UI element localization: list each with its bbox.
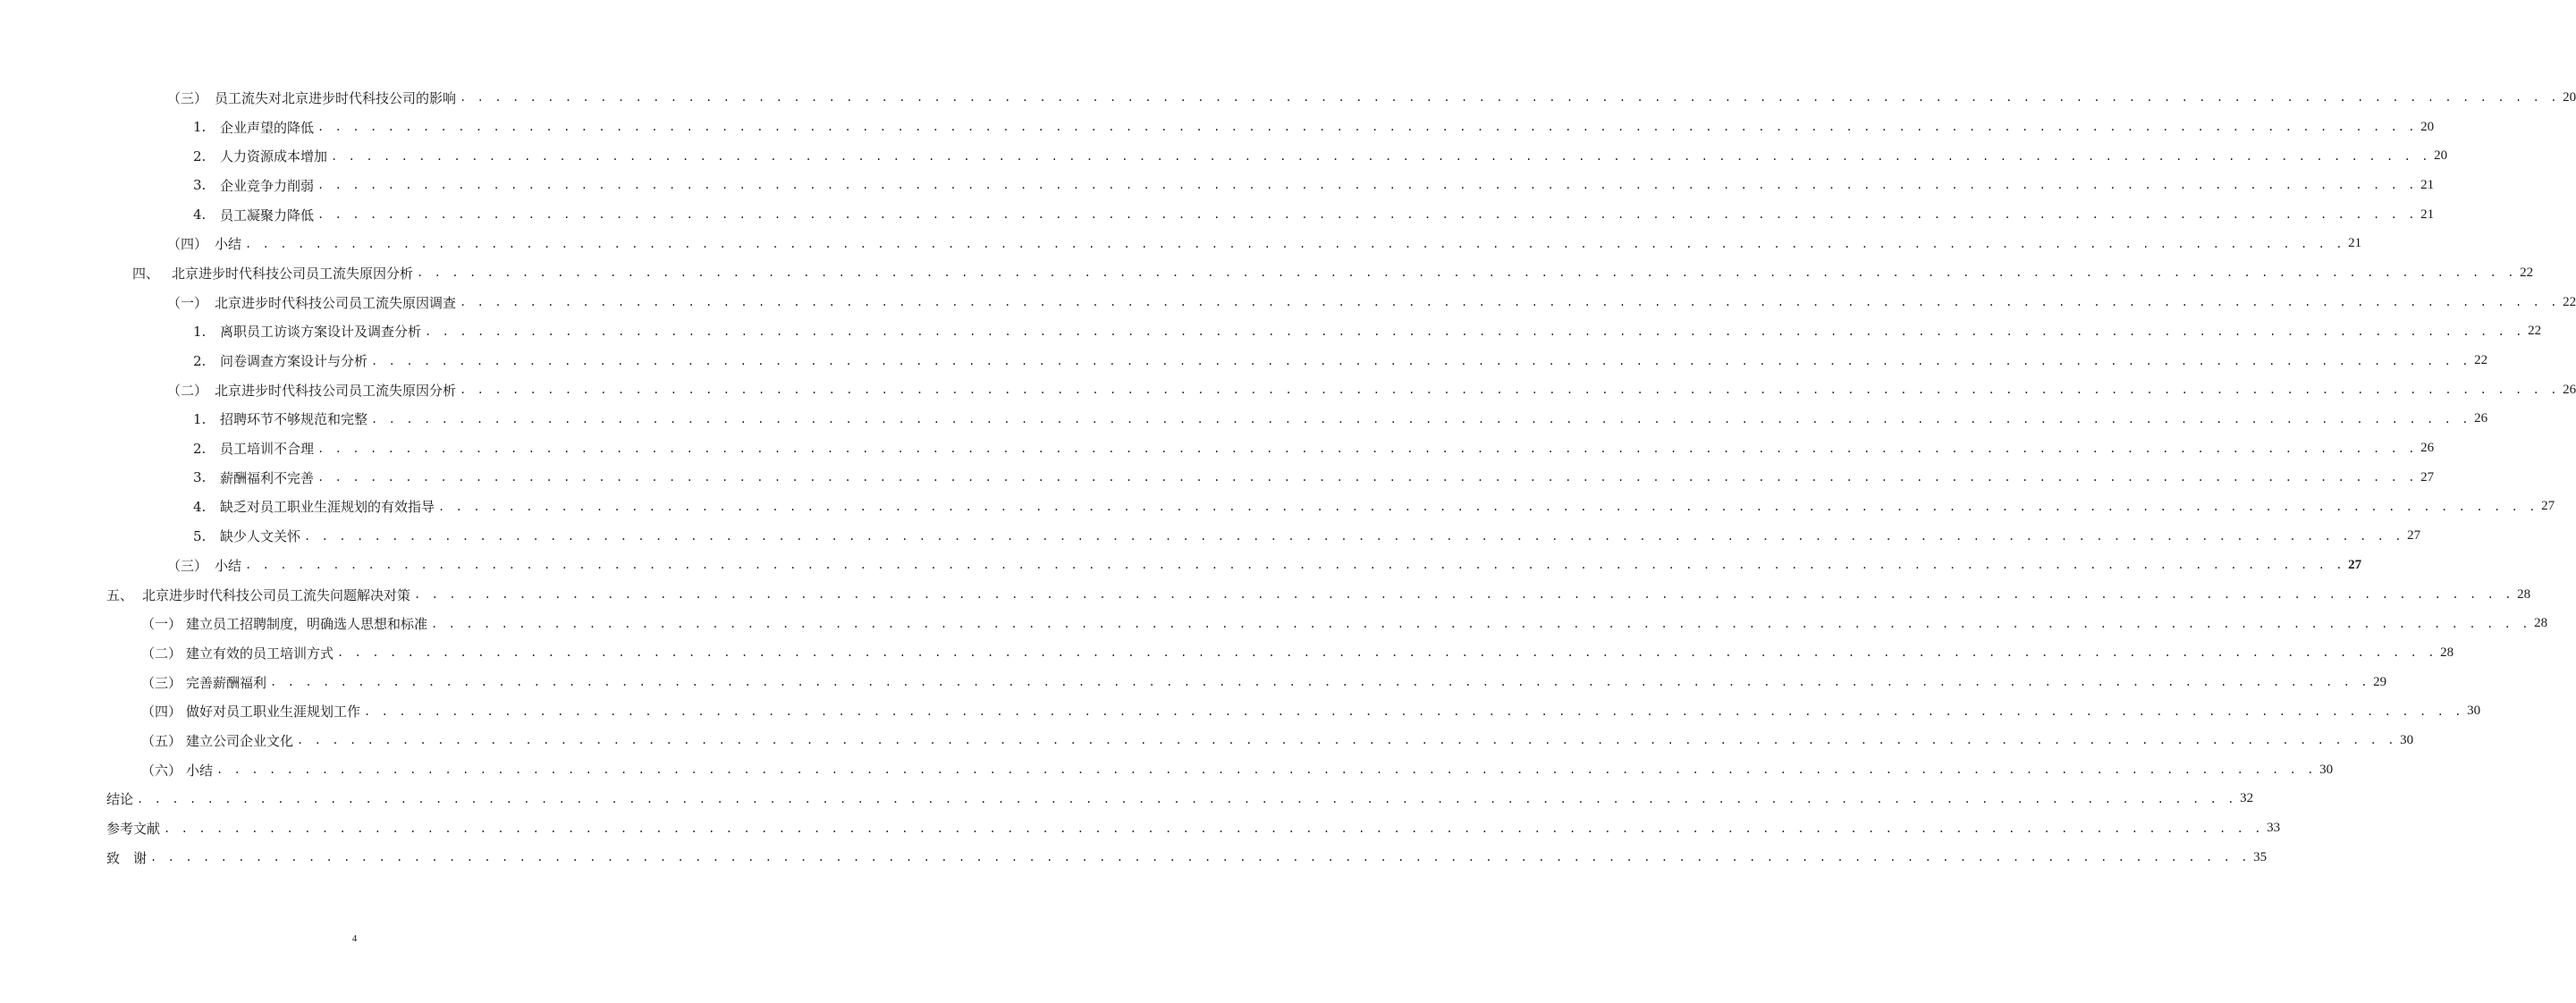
toc-entry[interactable] bbox=[0, 346, 2488, 375]
toc-entry-label bbox=[167, 381, 456, 400]
toc-entry[interactable] bbox=[0, 638, 2454, 668]
toc-entry-page: 22 bbox=[2528, 324, 2542, 339]
toc-entry-title: 结论 bbox=[106, 791, 134, 808]
toc-entry-number: （三） bbox=[141, 674, 182, 691]
toc-entry-title: 北京进步时代科技公司员工流失原因调查 bbox=[215, 294, 457, 311]
toc-entry-label bbox=[141, 673, 266, 692]
toc-entry-title: 离职员工访谈方案设计及调查分析 bbox=[220, 324, 422, 341]
toc-entry-page: 26 bbox=[2563, 382, 2576, 397]
toc-entry[interactable] bbox=[0, 405, 2488, 434]
toc-entry[interactable] bbox=[0, 521, 2421, 551]
toc-entry-label bbox=[193, 118, 314, 137]
toc-entry-number: （二） bbox=[141, 645, 182, 662]
dot-leader: . . . . . . . . . . . . . . . . . . . . . . . . . . . . . . . . . . . . . . . . . . . . . . . . . . . . . . . . . . . . . . . . . . . . . . . . . . . . . . . . . . . . . . . . . . . . . . . . . . . . . . . . . . . . . . . . . . . . . . . . bbox=[297, 734, 2397, 747]
toc-entry-page: 29 bbox=[2373, 674, 2387, 689]
toc-entry-label bbox=[193, 322, 421, 341]
toc-entry-number: 5. bbox=[193, 527, 207, 544]
dot-leader: . . . . . . . . . . . . . . . . . . . . . . . . . . . . . . . . . . . . . . . . . . . . . . . . . . . . . . . . . . . . . . . . . . . . . . . . . . . . . . . . . . . . . . . . . . . . . . . . . . . . . . . . . . . . . . . . . . . . . . . . bbox=[364, 704, 2464, 718]
toc-entry-title: 做好对员工职业生涯规划工作 bbox=[186, 704, 361, 721]
toc-entry-label bbox=[141, 702, 360, 721]
toc-entry-label bbox=[167, 556, 241, 575]
toc-entry-label bbox=[193, 439, 314, 458]
dot-leader: . . . . . . . . . . . . . . . . . . . . . . . . . . . . . . . . . . . . . . . . . . . . . . . . . . . . . . . . . . . . . . . . . . . . . . . . . . . . . . . . . . . . . . . . . . . . . . . . . . . . . . . . . . . . . . . . . . . . . . . . bbox=[417, 266, 2517, 280]
toc-entry-title: 建立有效的员工培训方式 bbox=[186, 645, 334, 662]
toc-entry-number: （五） bbox=[141, 732, 182, 749]
toc-entry-number: （四） bbox=[141, 704, 182, 721]
dot-leader: . . . . . . . . . . . . . . . . . . . . . . . . . . . . . . . . . . . . . . . . . . . . . . . . . . . . . . . . . . . . . . . . . . . . . . . . . . . . . . . . . . . . . . . . . . . . . . . . . . . . . . . . . . . . . . . . . . . . . . . . bbox=[331, 149, 2431, 163]
dot-leader: . . . . . . . . . . . . . . . . . . . . . . . . . . . . . . . . . . . . . . . . . . . . . . . . . . . . . . . . . . . . . . . . . . . . . . . . . . . . . . . . . . . . . . . . . . . . . . . . . . . . . . . . . . . . . . . . . . . . . . . . bbox=[425, 324, 2525, 338]
page-number: 4 bbox=[351, 933, 358, 944]
dot-leader: . . . . . . . . . . . . . . . . . . . . . . . . . . . . . . . . . . . . . . . . . . . . . . . . . . . . . . . . . . . . . . . . . . . . . . . . . . . . . . . . . . . . . . . . . . . . . . . . . . . . . . . . . . . . . . . . . . . . . . . . bbox=[137, 792, 2237, 805]
toc-entry-number: 2. bbox=[193, 352, 207, 369]
toc-entry-number: 五、 bbox=[106, 586, 134, 603]
toc-entry-title: 企业声望的降低 bbox=[220, 119, 315, 136]
toc-entry-title: 企业竞争力削弱 bbox=[220, 177, 315, 194]
toc-entry[interactable] bbox=[0, 463, 2435, 493]
toc-entry-title: 建立公司企业文化 bbox=[186, 732, 294, 749]
toc-entry-page: 27 bbox=[2541, 499, 2555, 514]
toc-entry[interactable] bbox=[0, 171, 2435, 200]
toc-entry-label bbox=[141, 644, 334, 662]
dot-leader: . . . . . . . . . . . . . . . . . . . . . . . . . . . . . . . . . . . . . . . . . . . . . . . . . . . . . . . . . . . . . . . . . . . . . . . . . . . . . . . . . . . . . . . . . . . . . . . . . . . . . . . . . . . . . . . . . . . . . . . . bbox=[317, 208, 2418, 222]
toc-entry-title: 人力资源成本增加 bbox=[220, 148, 328, 165]
dot-leader: . . . . . . . . . . . . . . . . . . . . . . . . . . . . . . . . . . . . . . . . . . . . . . . . . . . . . . . . . . . . . . . . . . . . . . . . . . . . . . . . . . . . . . . . . . . . . . . . . . . . . . . . . . . . . . . . . . . . . . . . bbox=[431, 617, 2531, 630]
toc-entry-title: 致 谢 bbox=[106, 849, 148, 866]
toc-entry[interactable] bbox=[0, 375, 2576, 405]
toc-entry-label bbox=[141, 731, 293, 750]
toc-entry-number: 2. bbox=[193, 148, 207, 164]
toc-entry[interactable] bbox=[0, 580, 2531, 610]
toc-entry-number: 3. bbox=[193, 177, 207, 194]
toc-entry-title: 员工凝聚力降低 bbox=[220, 206, 315, 223]
toc-entry-page: 30 bbox=[2319, 762, 2334, 777]
toc-entry-title: 小结 bbox=[215, 236, 242, 253]
toc-entry-page: 28 bbox=[2534, 616, 2548, 631]
toc-entry-title: 完善薪酬福利 bbox=[186, 674, 267, 691]
toc-entry-number: 1. bbox=[193, 119, 207, 136]
toc-entry[interactable] bbox=[0, 609, 2548, 638]
dot-leader: . . . . . . . . . . . . . . . . . . . . . . . . . . . . . . . . . . . . . . . . . . . . . . . . . . . . . . . . . . . . . . . . . . . . . . . . . . . . . . . . . . . . . . . . . . . . . . . . . . . . . . . . . . . . . . . . . . . . . . . . bbox=[317, 471, 2418, 485]
toc-entry-label bbox=[106, 819, 160, 838]
toc-entry-title: 北京进步时代科技公司员工流失问题解决对策 bbox=[142, 586, 411, 603]
toc-entry-label bbox=[167, 88, 456, 107]
toc-entry[interactable] bbox=[0, 200, 2435, 230]
dot-leader: . . . . . . . . . . . . . . . . . . . . . . . . . . . . . . . . . . . . . . . . . . . . . . . . . . . . . . . . . . . . . . . . . . . . . . . . . . . . . . . . . . . . . . . . . . . . . . . . . . . . . . . . . . . . . . . . . . . . . . . . bbox=[371, 354, 2471, 367]
toc-entry-page: 30 bbox=[2400, 732, 2414, 747]
toc-entry-page: 20 bbox=[2420, 119, 2435, 134]
toc-entry-label bbox=[141, 614, 427, 633]
dot-leader: . . . . . . . . . . . . . . . . . . . . . . . . . . . . . . . . . . . . . . . . . . . . . . . . . . . . . . . . . . . . . . . . . . . . . . . . . . . . . . . . . . . . . . . . . . . . . . . . . . . . . . . . . . . . . . . . . . . . . . . . bbox=[304, 529, 2404, 543]
toc-entry-label bbox=[193, 468, 314, 487]
toc-entry-label bbox=[167, 293, 456, 312]
toc-entry-label bbox=[132, 264, 413, 282]
toc-entry-number: 1. bbox=[193, 410, 207, 427]
toc-entry[interactable] bbox=[0, 288, 2576, 317]
toc-entry-title: 薪酬福利不完善 bbox=[220, 469, 315, 486]
toc-entry-page: 20 bbox=[2563, 89, 2576, 105]
toc-entry-label bbox=[193, 351, 367, 370]
toc-entry-label bbox=[193, 176, 314, 195]
toc-entry-page: 35 bbox=[2253, 849, 2268, 864]
toc-entry-title: 缺乏对员工职业生涯规划的有效指导 bbox=[220, 499, 435, 516]
toc-entry-number: （一） bbox=[141, 616, 182, 633]
dot-leader: . . . . . . . . . . . . . . . . . . . . . . . . . . . . . . . . . . . . . . . . . . . . . . . . . . . . . . . . . . . . . . . . . . . . . . . . . . . . . . . . . . . . . . . . . . . . . . . . . . . . . . . . . . . . . . . . . . . . . . . . bbox=[438, 500, 2538, 513]
toc-entry-title: 员工培训不合理 bbox=[220, 441, 315, 458]
toc-entry[interactable] bbox=[0, 141, 2448, 171]
toc-entry-page: 27 bbox=[2407, 528, 2421, 544]
toc-entry-label bbox=[193, 206, 314, 224]
toc-entry-title: 小结 bbox=[215, 557, 242, 574]
toc-entry-title: 北京进步时代科技公司员工流失原因分析 bbox=[172, 265, 414, 282]
toc-entry[interactable] bbox=[0, 551, 2362, 580]
toc-entry[interactable] bbox=[0, 755, 2334, 785]
toc-entry-label bbox=[167, 234, 241, 253]
toc-entry-page: 30 bbox=[2467, 704, 2481, 719]
toc-entry[interactable] bbox=[0, 113, 2435, 142]
toc-entry-number: （六） bbox=[141, 762, 182, 779]
toc-entry[interactable] bbox=[0, 813, 2281, 843]
dot-leader: . . . . . . . . . . . . . . . . . . . . . . . . . . . . . . . . . . . . . . . . . . . . . . . . . . . . . . . . . . . . . . . . . . . . . . . . . . . . . . . . . . . . . . . . . . . . . . . . . . . . . . . . . . . . . . . . . . . . . . . . bbox=[317, 121, 2418, 134]
toc-entry-title: 问卷调查方案设计与分析 bbox=[220, 353, 368, 370]
dot-leader: . . . . . . . . . . . . . . . . . . . . . . . . . . . . . . . . . . . . . . . . . . . . . . . . . . . . . . . . . . . . . . . . . . . . . . . . . . . . . . . . . . . . . . . . . . . . . . . . . . . . . . . . . . . . . . . . . . . . . . . . bbox=[414, 588, 2514, 602]
toc-entry-number: 四、 bbox=[132, 265, 160, 282]
toc-entry-number: （一） bbox=[167, 294, 208, 311]
dot-leader: . . . . . . . . . . . . . . . . . . . . . . . . . . . . . . . . . . . . . . . . . . . . . . . . . . . . . . . . . . . . . . . . . . . . . . . . . . . . . . . . . . . . . . . . . . . . . . . . . . . . . . . . . . . . . . . . . . . . . . . . bbox=[164, 822, 2264, 835]
toc-entry[interactable] bbox=[0, 726, 2414, 755]
dot-leader: . . . . . . . . . . . . . . . . . . . . . . . . . . . . . . . . . . . . . . . . . . . . . . . . . . . . . . . . . . . . . . . . . . . . . . . . . . . . . . . . . . . . . . . . . . . . . . . . . . . . . . . . . . . . . . . . . . . . . . . . bbox=[245, 237, 2345, 250]
toc-entry-page: 22 bbox=[2474, 353, 2488, 368]
dot-leader: . . . . . . . . . . . . . . . . . . . . . . . . . . . . . . . . . . . . . . . . . . . . . . . . . . . . . . . . . . . . . . . . . . . . . . . . . . . . . . . . . . . . . . . . . . . . . . . . . . . . . . . . . . . . . . . . . . . . . . . . bbox=[460, 384, 2560, 397]
toc-entry-number: 4. bbox=[193, 206, 207, 223]
toc-entry-page: 21 bbox=[2420, 206, 2435, 222]
dot-leader: . . . . . . . . . . . . . . . . . . . . . . . . . . . . . . . . . . . . . . . . . . . . . . . . . . . . . . . . . . . . . . . . . . . . . . . . . . . . . . . . . . . . . . . . . . . . . . . . . . . . . . . . . . . . . . . . . . . . . . . . bbox=[317, 179, 2418, 192]
toc-entry-number: （三） bbox=[167, 557, 208, 574]
toc-entry[interactable] bbox=[0, 785, 2254, 814]
toc-entry-number: （四） bbox=[167, 236, 208, 253]
toc-entry-page: 28 bbox=[2517, 586, 2531, 602]
toc-entry-page: 28 bbox=[2440, 645, 2454, 660]
toc-entry-title: 小结 bbox=[186, 762, 214, 779]
toc-entry-number: （三） bbox=[167, 89, 208, 106]
toc-entry-number: 1. bbox=[193, 323, 207, 340]
toc-entry[interactable] bbox=[0, 434, 2435, 463]
toc-entry-label bbox=[193, 409, 367, 428]
toc-entry-title: 建立员工招聘制度，明确选人思想和标准 bbox=[186, 616, 428, 633]
toc-entry-page: 32 bbox=[2240, 791, 2254, 806]
dot-leader: . . . . . . . . . . . . . . . . . . . . . . . . . . . . . . . . . . . . . . . . . . . . . . . . . . . . . . . . . . . . . . . . . . . . . . . . . . . . . . . . . . . . . . . . . . . . . . . . . . . . . . . . . . . . . . . . . . . . . . . . bbox=[270, 676, 2370, 689]
toc-entry-label bbox=[106, 586, 410, 604]
toc-entry-page: 27 bbox=[2420, 469, 2435, 485]
toc-entry-label bbox=[106, 848, 147, 867]
dot-leader: . . . . . . . . . . . . . . . . . . . . . . . . . . . . . . . . . . . . . . . . . . . . . . . . . . . . . . . . . . . . . . . . . . . . . . . . . . . . . . . . . . . . . . . . . . . . . . . . . . . . . . . . . . . . . . . . . . . . . . . . bbox=[245, 559, 2345, 572]
dot-leader: . . . . . . . . . . . . . . . . . . . . . . . . . . . . . . . . . . . . . . . . . . . . . . . . . . . . . . . . . . . . . . . . . . . . . . . . . . . . . . . . . . . . . . . . . . . . . . . . . . . . . . . . . . . . . . . . . . . . . . . . bbox=[337, 646, 2437, 660]
toc-entry-label bbox=[193, 497, 435, 516]
dot-leader: . . . . . . . . . . . . . . . . . . . . . . . . . . . . . . . . . . . . . . . . . . . . . . . . . . . . . . . . . . . . . . . . . . . . . . . . . . . . . . . . . . . . . . . . . . . . . . . . . . . . . . . . . . . . . . . . . . . . . . . . bbox=[317, 442, 2418, 455]
toc-entry[interactable] bbox=[0, 83, 2576, 113]
toc-entry-title: 缺少人文关怀 bbox=[220, 528, 301, 545]
toc-entry-title: 招聘环节不够规范和完整 bbox=[220, 411, 368, 428]
toc-entry-label bbox=[193, 527, 300, 545]
toc-entry[interactable] bbox=[0, 843, 2268, 872]
table-of-contents bbox=[0, 83, 2576, 872]
dot-leader: . . . . . . . . . . . . . . . . . . . . . . . . . . . . . . . . . . . . . . . . . . . . . . . . . . . . . . . . . . . . . . . . . . . . . . . . . . . . . . . . . . . . . . . . . . . . . . . . . . . . . . . . . . . . . . . . . . . . . . . . bbox=[460, 91, 2560, 105]
dot-leader: . . . . . . . . . . . . . . . . . . . . . . . . . . . . . . . . . . . . . . . . . . . . . . . . . . . . . . . . . . . . . . . . . . . . . . . . . . . . . . . . . . . . . . . . . . . . . . . . . . . . . . . . . . . . . . . . . . . . . . . . bbox=[150, 851, 2251, 864]
toc-entry-title: 员工流失对北京进步时代科技公司的影响 bbox=[215, 89, 457, 106]
toc-entry-label bbox=[193, 147, 327, 165]
toc-entry-page: 20 bbox=[2434, 148, 2448, 164]
toc-entry-number: 2. bbox=[193, 440, 207, 457]
toc-entry-page: 26 bbox=[2474, 411, 2488, 426]
toc-entry-number: 3. bbox=[193, 469, 207, 486]
toc-entry[interactable] bbox=[0, 229, 2362, 258]
toc-entry-label bbox=[141, 761, 213, 780]
toc-entry-page: 33 bbox=[2267, 821, 2281, 836]
toc-entry-title: 参考文献 bbox=[106, 821, 161, 838]
toc-entry-page: 22 bbox=[2563, 294, 2576, 309]
toc-entry-page: 21 bbox=[2420, 177, 2435, 192]
toc-entry-page: 27 bbox=[2348, 557, 2362, 572]
dot-leader: . . . . . . . . . . . . . . . . . . . . . . . . . . . . . . . . . . . . . . . . . . . . . . . . . . . . . . . . . . . . . . . . . . . . . . . . . . . . . . . . . . . . . . . . . . . . . . . . . . . . . . . . . . . . . . . . . . . . . . . . bbox=[371, 412, 2471, 426]
toc-entry-number: （二） bbox=[167, 382, 208, 399]
toc-entry[interactable] bbox=[0, 668, 2387, 697]
toc-entry-page: 22 bbox=[2520, 265, 2534, 280]
toc-entry-title: 北京进步时代科技公司员工流失原因分析 bbox=[215, 382, 457, 399]
toc-entry-number: 4. bbox=[193, 498, 207, 515]
toc-entry-label bbox=[106, 789, 133, 808]
toc-entry[interactable] bbox=[0, 696, 2481, 726]
toc-entry-page: 26 bbox=[2420, 441, 2435, 456]
dot-leader: . . . . . . . . . . . . . . . . . . . . . . . . . . . . . . . . . . . . . . . . . . . . . . . . . . . . . . . . . . . . . . . . . . . . . . . . . . . . . . . . . . . . . . . . . . . . . . . . . . . . . . . . . . . . . . . . . . . . . . . . bbox=[216, 763, 2317, 777]
toc-entry[interactable] bbox=[0, 493, 2555, 522]
toc-entry[interactable] bbox=[0, 258, 2534, 288]
dot-leader: . . . . . . . . . . . . . . . . . . . . . . . . . . . . . . . . . . . . . . . . . . . . . . . . . . . . . . . . . . . . . . . . . . . . . . . . . . . . . . . . . . . . . . . . . . . . . . . . . . . . . . . . . . . . . . . . . . . . . . . . bbox=[460, 296, 2560, 309]
toc-entry[interactable] bbox=[0, 317, 2542, 347]
toc-entry-page: 21 bbox=[2348, 236, 2362, 251]
